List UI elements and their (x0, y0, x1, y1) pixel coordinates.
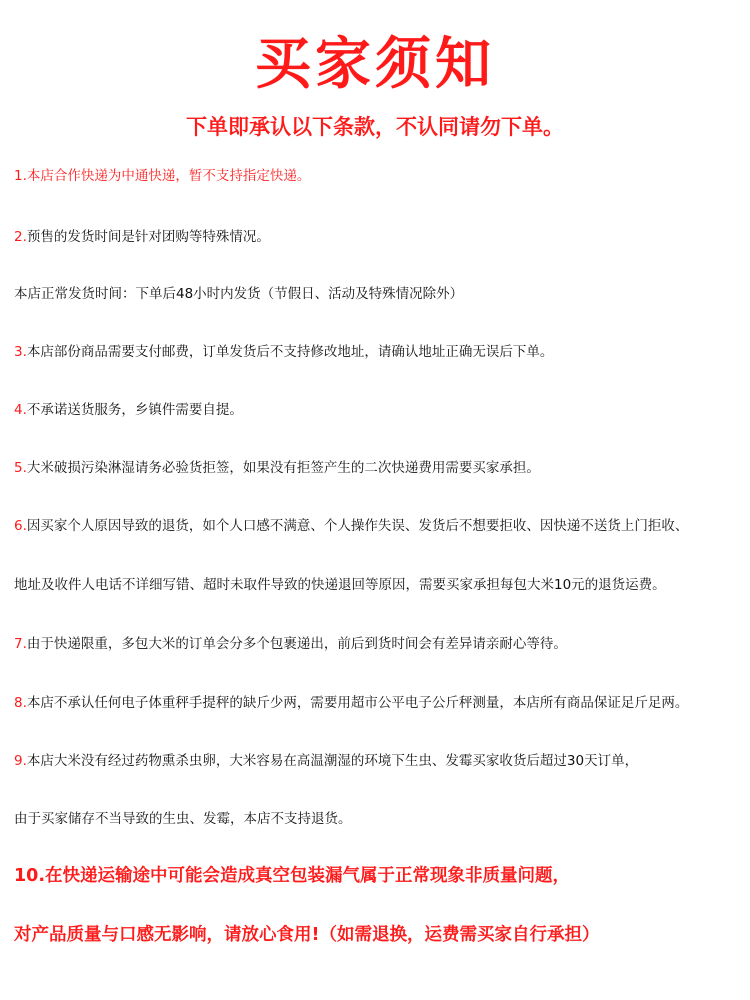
notice-number: 4. (14, 402, 27, 418)
notice-9-continued (14, 809, 744, 829)
notice-number: 7. (14, 636, 27, 652)
notice-number: 5. (14, 460, 27, 476)
notice-text: 本店部份商品需要支付邮费，订单发货后不支持修改地址，请确认地址正确无误后下单。 (26, 344, 554, 360)
notice-text: 不承诺送货服务，乡镇件需要自提。 (26, 402, 243, 418)
notice-10-continued (14, 922, 744, 948)
notice-6 (14, 516, 744, 536)
notice-3 (14, 342, 744, 362)
notice-5 (14, 458, 744, 478)
notice-number: 6. (14, 518, 27, 534)
notice-9 (14, 751, 744, 771)
notice-number: 10. (14, 866, 46, 886)
notice-text: 本店正常发货时间：下单后48小时内发货（节假日、活动及特殊情况除外） (14, 286, 464, 302)
notice-number: 9. (14, 753, 27, 769)
notice-8 (14, 693, 744, 713)
notice-text: 大米破损污染淋湿请务必验货拒签，如果没有拒签产生的二次快递费用需要买家承担。 (26, 460, 540, 476)
notice-number: 1. (14, 168, 27, 184)
notice-text: 本店不承认任何电子体重秤手提秤的缺斤少两，需要用超市公平电子公斤秤测量，本店所有商品保证足斤足两。 (26, 695, 689, 711)
notice-text: 对产品质量与口感无影响，请放心食用!（如需退换，运费需买家自行承担） (14, 925, 600, 945)
notice-text: 在快递运输途中可能会造成真空包装漏气属于正常现象非质量问题， (45, 866, 571, 886)
notice-2 (14, 227, 744, 247)
notice-2-shipping-time (14, 284, 744, 304)
notice-6-continued (14, 575, 744, 595)
notice-text: 本店合作快递为中通快递，暂不支持指定快递。 (26, 168, 311, 184)
page-title: 买家须知 (255, 32, 495, 97)
notice-text: 本店大米没有经过药物熏杀虫卵，大米容易在高温潮湿的环境下生虫、发霉买家收货后超过30天订单， (26, 753, 639, 769)
notice-text: 由于买家储存不当导致的生虫、发霉，本店不支持退货。 (14, 811, 352, 827)
notice-text: 预售的发货时间是针对团购等特殊情况。 (26, 229, 270, 245)
notice-text: 由于快递限重，多包大米的订单会分多个包裹递出，前后到货时间会有差异请亲耐心等待。 (26, 636, 567, 652)
page-subtitle: 下单即承认以下条款，不认同请勿下单。 (186, 115, 564, 139)
notice-number: 2. (14, 229, 27, 245)
notice-text: 地址及收件人电话不详细写错、超时未取件导致的快递退回等原因，需要买家承担每包大米10元的退货运费。 (14, 577, 666, 593)
notice-number: 3. (14, 344, 27, 360)
notice-text: 因买家个人原因导致的退货，如个人口感不满意、个人操作失误、发货后不想要拒收、因快递不送货上门拒收、 (26, 518, 689, 534)
notice-10 (14, 863, 744, 889)
notice-1 (14, 166, 744, 186)
notice-7 (14, 634, 744, 654)
notice-4 (14, 400, 744, 420)
notice-number: 8. (14, 695, 27, 711)
